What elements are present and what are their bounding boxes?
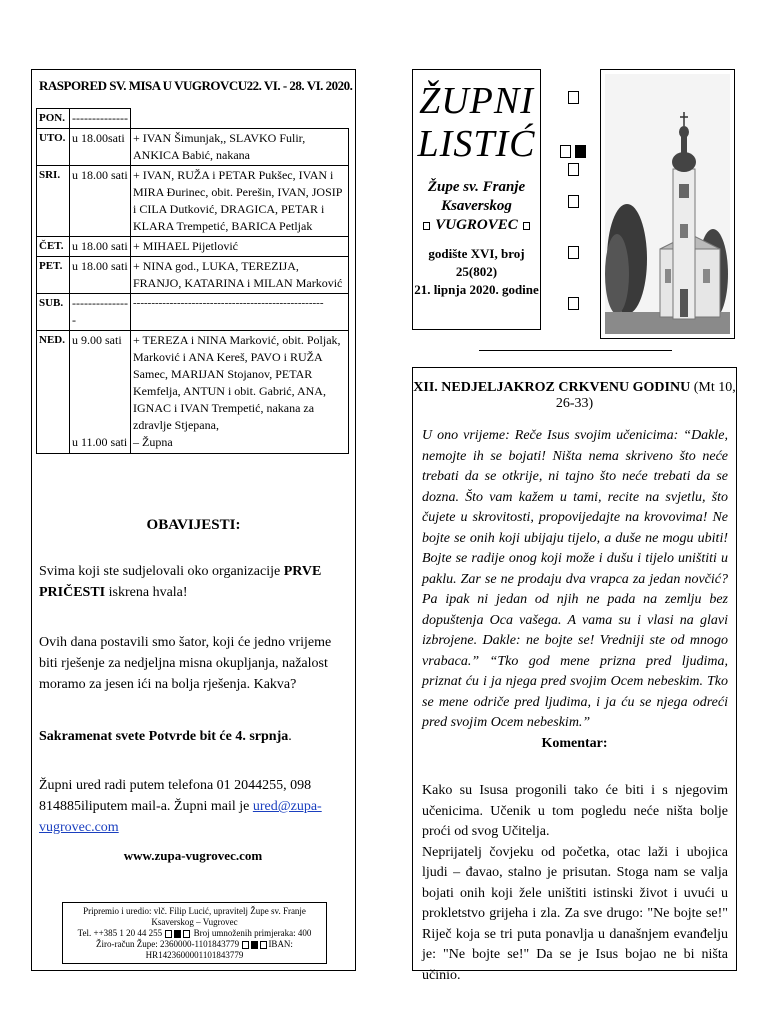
parish-line — [413, 216, 540, 235]
square-icon — [260, 941, 267, 949]
footer-text: IBAN: HR1423600001101843779 — [145, 939, 293, 960]
square-icon — [568, 91, 579, 104]
notice-office — [39, 775, 347, 838]
filled-square-icon — [575, 145, 586, 158]
intent-morning: + TEREZA i NINA Marković, obit. Poljak, Marković i ANA Kereš, PAVO i RUŽA Samec, MARIJAN Stojanov, PETAR Kemfelja, ANTUN i obit. Gabrić, ANA, IGNAC i IVAN Trempetić, nakana za zdravlje Stjepana, — [133, 333, 341, 432]
intent-cell: ---------------------------------------------------- — [131, 294, 349, 331]
table-row — [37, 257, 349, 294]
time-cell: u 18.00 sati — [70, 237, 131, 257]
notice-tent: Ovih dana postavili smo šator, koji će jedno vrijeme biti rješenje za nedjeljna misna okupljanja, nažalost moramo za jesen ići na bolja rješenja. Kakva? — [39, 635, 332, 692]
footer-line — [63, 939, 326, 961]
time-cell: -------------- — [70, 109, 131, 129]
gospel-reference: (Mt 10, 26-33) — [555, 380, 736, 411]
square-icon — [183, 930, 190, 938]
day-cell: SUB. — [37, 294, 70, 331]
square-icon — [560, 145, 571, 158]
deco-square — [553, 294, 593, 312]
filled-square-icon — [174, 930, 181, 938]
time-cell: u 18.00sati — [70, 129, 131, 166]
table-row — [37, 294, 349, 331]
table-row — [37, 166, 349, 237]
square-icon — [165, 930, 172, 938]
footer-box — [62, 902, 327, 964]
issue-info — [413, 245, 540, 299]
notice-bold: Sakramenat svete Potvrde bit će 4. srpnja — [39, 729, 289, 744]
notice-bold: PRVE PRIČESTI — [39, 564, 322, 600]
issue-number: godište XVI, broj 25(802) — [428, 246, 525, 279]
email-link[interactable]: ured@zupa-vugrovec.com — [39, 799, 322, 835]
comment-paragraph: Kako su Isusa progonili tako će biti i s njegovim učenicima. Učenik u tom pogledu neće ništa bolje proći od svog Učitelja. — [422, 783, 728, 839]
time-late: u 11.00 sati — [72, 435, 128, 449]
time-morning: u 9.00 sati — [72, 333, 122, 347]
gospel-title-main: XII. NEDJELJAKROZ CRKVENU GODINU — [413, 380, 691, 395]
parish-name — [413, 178, 540, 235]
time-cell: u 18.00 sati — [70, 166, 131, 237]
gospel-panel — [412, 367, 737, 983]
day-cell: SRI. — [37, 166, 70, 237]
table-row — [37, 109, 349, 129]
footer-text: Žiro-račun Župe: 2360000-1101843779 — [96, 939, 242, 949]
time-cell: u 18.00 sati — [70, 257, 131, 294]
comment-text — [422, 781, 728, 986]
masthead-title — [413, 80, 540, 166]
gospel-title — [413, 380, 736, 412]
day-cell: PET. — [37, 257, 70, 294]
mass-schedule-table — [36, 108, 349, 454]
table-row — [37, 129, 349, 166]
notice-text: Svima koji ste sudjelovali oko organizacije — [39, 564, 284, 579]
square-icon — [568, 195, 579, 208]
divider-line — [479, 350, 672, 351]
parish-line: Župe sv. Franje — [427, 179, 526, 195]
notices-title: OBAVIJESTI: — [146, 517, 241, 533]
footer-text: Broj umnoženih primjeraka: 400 — [191, 928, 312, 938]
table-row — [37, 237, 349, 257]
comment-title: Komentar: — [541, 736, 608, 751]
deco-square — [553, 88, 593, 106]
parish-line: Ksaverskog — [441, 198, 512, 214]
deco-square — [553, 192, 593, 210]
parish-town: VUGROVEC — [435, 217, 518, 233]
day-cell: PON. — [37, 109, 70, 129]
intent-cell: + MIHAEL Pijetlović — [131, 237, 349, 257]
footer-text: Tel. ++385 1 20 44 255 — [77, 928, 165, 938]
title-line: ŽUPNI — [419, 80, 534, 122]
notice-text: . — [288, 729, 292, 744]
notice-first-communion — [39, 561, 347, 603]
church-image — [605, 74, 730, 334]
day-cell: UTO. — [37, 129, 70, 166]
time-cell — [70, 331, 131, 454]
square-icon — [242, 941, 249, 949]
comment-paragraph: Neprijatelj čovjeku od početka, otac laži i ubojica ljudi – đavao, stalno je prisutan. Stoga nam se valja bojati onih koji žele uništiti istinski život i uvući u prokletstvo grijeha i zla. Za sve drugo: "Ne bojte se!" Riječ koja se tri puta ponavlja u današnjem evanđelju je: "Ne bojte se!" Da se je Isus bojao ne bi ništa učinio. — [422, 844, 728, 983]
intent-cell — [131, 331, 349, 454]
day-cell: ČET. — [37, 237, 70, 257]
time-cell: --------------- — [70, 294, 131, 331]
gospel-text: U ono vrijeme: Reče Isus svojim učenicima: “Dakle, nemojte ih se bojati! Ništa nema skriveno što neće trebati da se otkrije, ni tajno što neće trebati da se dozna. Što vam kažem u tami, recite na svjetlu, što čujete u skrovitosti, propovijedajte na krovovima! Ne bojte se onih koji ubijaju tijelo, a duše ne mogu ubiti! Bojte se radije onog koji može i dušu i tijelo uništiti u paklu. Zar se ne prodaju dva vrapca za jedan novčić? Pa ipak ni jedan od njih ne pada na zemlju bez dopuštenja Oca vašega. A vama su i vlasi na glavi izbrojene. Dakle: ne bojte se! Vredniji ste od mnogo vrabaca.” “Tko god mene prizna pred ljudima, priznat ću i ja njega pred svojim Ocem nebeskim. Tko se mene odriče pred ljudima, i ja ću se njega odreći pred svojim Ocem nebeskim.” — [422, 428, 728, 730]
intent-cell: + IVAN Šimunjak,, SLAVKO Fulir, ANKICA Babić, nakana — [131, 129, 349, 166]
footer-line — [63, 928, 326, 939]
masthead — [412, 69, 541, 330]
square-icon — [568, 297, 579, 310]
notice-text: iskrena hvala! — [105, 585, 188, 600]
schedule-title: RASPORED SV. MISA U VUGROVCU22. VI. - 28. VI. 2020. — [39, 78, 353, 93]
square-icon — [568, 246, 579, 259]
title-line: LISTIĆ — [417, 123, 536, 165]
square-icon — [423, 222, 430, 230]
table-row — [37, 331, 349, 454]
deco-cross — [553, 142, 593, 178]
intent-late: – Župna — [133, 435, 173, 449]
church-photo — [600, 69, 735, 339]
square-icon — [568, 163, 579, 176]
intent-cell: + IVAN, RUŽA i PETAR Pukšec, IVAN i MIRA Đurinec, obit. Perešin, IVAN, JOSIP i CILA Dutković, DRAGICA, PETAR i KLARA Trempetić, BARICA Petljak — [131, 166, 349, 237]
day-cell: NED. — [37, 331, 70, 454]
website: www.zupa-vugrovec.com — [123, 848, 263, 863]
square-icon — [523, 222, 530, 230]
intent-cell: + NINA god., LUKA, TEREZIJA, FRANJO, KATARINA i MILAN Marković — [131, 257, 349, 294]
notice-confirmation — [39, 726, 347, 747]
filled-square-icon — [251, 941, 258, 949]
intent-cell — [131, 109, 349, 129]
deco-square — [553, 243, 593, 261]
notice-text: Župni ured radi putem telefona 01 2044255, 098 814885iliputem mail-a. Župni mail je — [39, 778, 312, 814]
footer-line: Pripremio i uredio: vlč. Filip Lucić, upravitelj Župe sv. Franje Ksaverskog – Vugrovec — [83, 906, 306, 927]
left-panel — [31, 69, 356, 971]
issue-date: 21. lipnja 2020. godine — [414, 282, 539, 297]
